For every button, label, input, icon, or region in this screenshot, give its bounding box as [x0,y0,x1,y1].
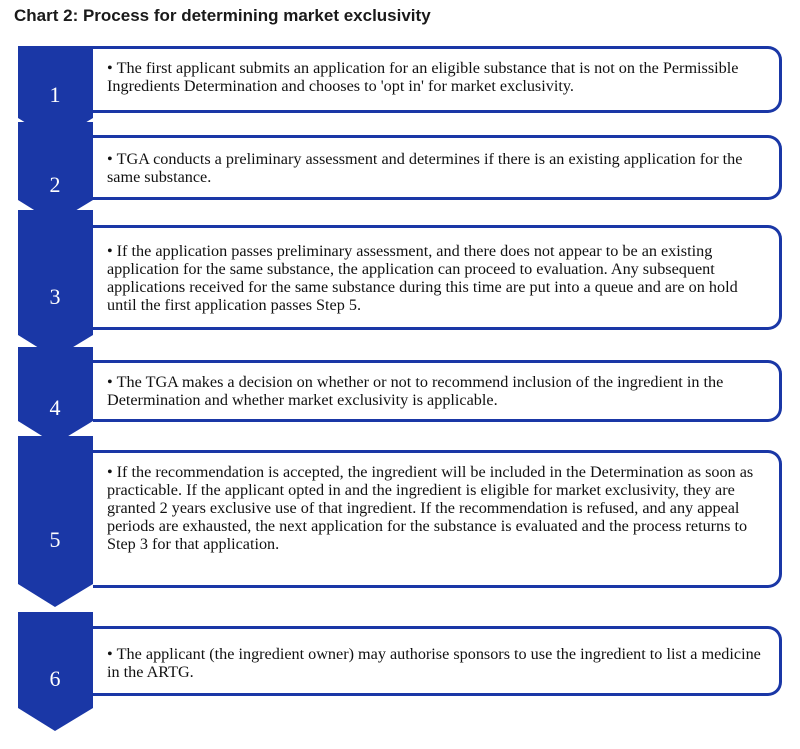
step-4-box [93,360,782,422]
step-6-text: The applicant (the ingredient owner) may authorise sponsors to use the ingredient to list a medicine in the ARTG. [107,645,761,681]
bullet-icon: • [107,150,113,168]
bullet-icon: • [107,463,113,481]
step-1-box [93,46,782,113]
step-2-box [93,135,782,200]
step-4-text: The TGA makes a decision on whether or not to recommend inclusion of the ingredient in the Determination and whether market exclusivity is applicable. [107,373,724,409]
step-5-text: If the recommendation is accepted, the ingredient will be included in the Determination as soon as practicable. If the applicant opted in and the ingredient is eligible for market exclusivity, they are granted 2 years exclusive use of that ingredient. If the recommendation is refused, and any appeal periods are exhausted, the next application for the substance is evaluated and the process returns to Step 3 for that application. [107,463,754,553]
bullet-icon: • [107,242,113,260]
bullet-icon: • [107,373,113,391]
step-4-text-line [107,373,767,409]
step-3-text: If the application passes preliminary assessment, and there does not appear to be an existing application for the same substance, the application can proceed to evaluation. Any subsequent applications received for the same substance during this time are put into a queue and are on hold until the first application passes Step 5. [107,242,738,314]
bullet-icon: • [107,645,113,663]
step-5-box [93,450,782,588]
step-2-text: TGA conducts a preliminary assessment and determines if there is an existing application for the same substance. [107,150,743,186]
step-5-text-line [107,463,767,553]
step-3-number: 3 [49,284,61,309]
step-4-number: 4 [49,395,61,420]
step-1-number: 1 [49,82,61,107]
step-1-text: The first applicant submits an application for an eligible substance that is not on the Permissible Ingredients Determination and chooses to 'opt in' for market exclusivity. [107,59,739,95]
step-2-text-line [107,150,767,186]
step-6-number: 6 [49,666,61,691]
step-2-number: 2 [49,172,61,197]
step-3-box [93,225,782,330]
step-6-box [93,626,782,696]
step-5-chevron [18,436,93,607]
step-3-text-line [107,242,767,314]
chart-title: Chart 2: Process for determining market exclusivity [14,6,431,25]
step-1-text-line [107,59,767,95]
step-6-text-line [107,645,767,681]
bullet-icon: • [107,59,113,77]
step-5-number: 5 [49,527,61,552]
